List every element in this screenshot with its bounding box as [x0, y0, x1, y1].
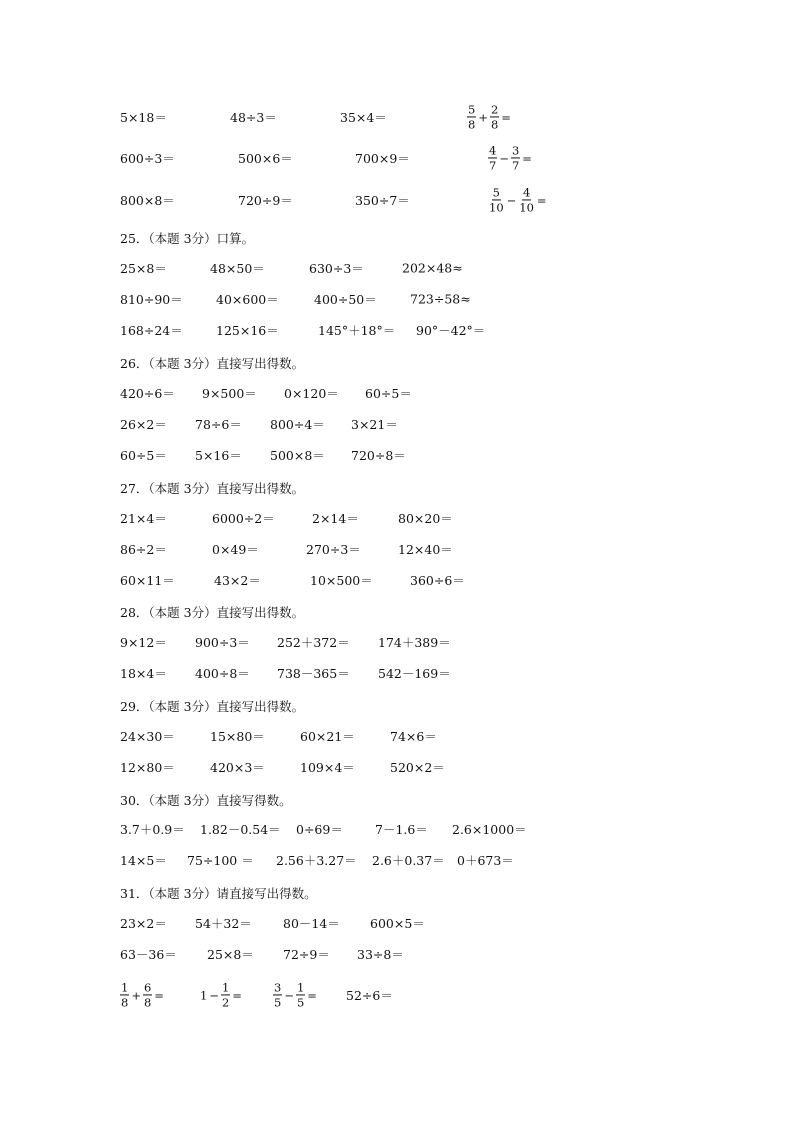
fraction-expression: $\frac{1}{8}$ + $\frac{6}{8}$ = — [121, 980, 164, 1010]
calc-item: 23×2＝ — [120, 916, 167, 931]
calc-item: 60×11＝ — [120, 573, 175, 588]
calc-item: 542－169＝ — [378, 666, 451, 681]
calc-item: 600×5＝ — [370, 916, 425, 931]
calc-item: 3.7＋0.9＝ — [120, 822, 185, 837]
calc-item: 2.6＋0.37＝ — [372, 853, 445, 868]
fraction: $\frac{3}{5}$ — [274, 980, 282, 1010]
calc-row — [0, 940, 794, 968]
calc-item: 24×30＝ — [120, 729, 175, 744]
calc-item: 9×500＝ — [202, 386, 257, 401]
calc-item: 723÷58≈ — [410, 291, 471, 307]
question-heading: 26．（本题 3分）直接写出得数。 — [120, 356, 305, 371]
calc-item: 18×4＝ — [120, 666, 167, 681]
fraction: $\frac{2}{8}$ — [490, 102, 499, 132]
calc-item: 109×4＝ — [300, 760, 355, 775]
calc-item: 26×2＝ — [120, 417, 167, 432]
calc-item: 720÷8＝ — [351, 448, 406, 463]
calc-row — [0, 659, 794, 687]
fraction: $\frac{6}{8}$ — [143, 980, 152, 1010]
calc-row — [0, 566, 794, 594]
calc-item: 360÷6＝ — [410, 573, 465, 588]
calc-row — [0, 103, 794, 131]
calc-row — [0, 285, 794, 313]
calc-item: 350÷7＝ — [355, 193, 410, 208]
calc-item: 6000÷2＝ — [212, 511, 275, 526]
question-heading: 30．（本题 3分）直接写得数。 — [120, 793, 292, 808]
calc-item: 900÷3＝ — [195, 635, 250, 650]
fraction-expression: $\frac{4}{7}$ − $\frac{3}{7}$ = — [489, 143, 532, 173]
calc-item: 52÷6＝ — [346, 988, 393, 1003]
calc-item: 700×9＝ — [355, 151, 410, 166]
calc-item: 63－36＝ — [120, 947, 177, 962]
fraction-expression: $\frac{3}{5}$ − $\frac{1}{5}$ = — [274, 980, 317, 1010]
calc-item: 3×21＝ — [351, 417, 398, 432]
fraction: $\frac{3}{7}$ — [511, 143, 520, 173]
calc-item: 9×12＝ — [120, 635, 167, 650]
question-heading: 29．（本题 3分）直接写出得数。 — [120, 699, 305, 714]
calc-item: 600÷3＝ — [120, 151, 175, 166]
calc-item: 500×6＝ — [238, 151, 293, 166]
calc-row — [0, 535, 794, 563]
fraction-expression: $\frac{5}{8}$ + $\frac{2}{8}$ = — [468, 102, 511, 132]
calc-item: 60÷5＝ — [365, 386, 412, 401]
calc-item: 60×21＝ — [300, 729, 355, 744]
calc-row — [0, 441, 794, 469]
calc-item: 500×8＝ — [270, 448, 325, 463]
calc-item: 630÷3＝ — [309, 261, 364, 276]
calc-item: 810÷90＝ — [120, 292, 183, 307]
calc-item: 72÷9＝ — [283, 947, 330, 962]
calc-item: 25×8＝ — [207, 947, 254, 962]
calc-item: 15×80＝ — [210, 729, 265, 744]
calc-item: 0×120＝ — [284, 386, 339, 401]
calc-item: 43×2＝ — [214, 573, 261, 588]
calc-item: 738－365＝ — [277, 666, 350, 681]
calc-item: 12×40＝ — [398, 542, 453, 557]
calc-item: 270÷3＝ — [306, 542, 361, 557]
fraction: $\frac{1}{8}$ — [121, 980, 129, 1010]
calc-item: 2.6×1000＝ — [452, 822, 527, 837]
question-heading: 27．（本题 3分）直接写出得数。 — [120, 481, 305, 496]
calc-item: 54＋32＝ — [195, 916, 252, 931]
calc-item: 0＋673＝ — [457, 853, 514, 868]
calc-row — [0, 410, 794, 438]
calc-item: 14×5＝ — [120, 853, 167, 868]
calc-item: 0×49＝ — [212, 542, 259, 557]
fraction: $\frac{5}{10}$ — [489, 185, 504, 215]
calc-item: 80－14＝ — [283, 916, 340, 931]
calc-row — [0, 846, 794, 874]
fraction: $\frac{1}{5}$ — [296, 980, 305, 1010]
calc-item: 25×8＝ — [120, 261, 167, 276]
calc-item: 35×4＝ — [340, 110, 387, 125]
calc-item: 800÷4＝ — [270, 417, 325, 432]
calc-item: 48÷3＝ — [230, 110, 277, 125]
fraction: $\frac{4}{10}$ — [519, 185, 534, 215]
calc-item: 125×16＝ — [216, 323, 279, 338]
calc-item: 2×14＝ — [312, 511, 359, 526]
calc-item: 145°＋18°＝ — [318, 323, 396, 338]
fraction-row — [0, 978, 794, 1012]
fraction: $\frac{1}{2}$ — [221, 980, 230, 1010]
calc-item: 800×8＝ — [120, 193, 175, 208]
calc-row — [0, 254, 794, 282]
calc-item: 0÷69＝ — [296, 822, 343, 837]
calc-item: 7－1.6＝ — [375, 822, 428, 837]
calc-row — [0, 753, 794, 781]
calc-item: 5×16＝ — [195, 448, 242, 463]
calc-item: 90°－42°＝ — [416, 323, 486, 338]
fraction: $\frac{5}{8}$ — [468, 102, 476, 132]
calc-item: 168÷24＝ — [120, 323, 183, 338]
calc-item: 420×3＝ — [210, 760, 265, 775]
calc-item: 5×18＝ — [120, 110, 167, 125]
calc-item: 174＋389＝ — [378, 635, 451, 650]
calc-item: 520×2＝ — [390, 760, 445, 775]
calc-item: 60÷5＝ — [120, 448, 167, 463]
calc-item: 40×600＝ — [216, 292, 279, 307]
calc-row — [0, 722, 794, 750]
calc-item: 86÷2＝ — [120, 542, 167, 557]
calc-item: 720÷9＝ — [238, 193, 293, 208]
calc-item: 400÷50＝ — [314, 292, 377, 307]
question-heading: 31．（本题 3分）请直接写出得数。 — [120, 886, 317, 901]
question-heading: 25．（本题 3分）口算。 — [120, 231, 255, 246]
calc-row — [0, 504, 794, 532]
calc-item: 400÷8＝ — [195, 666, 250, 681]
calc-item: 33÷8＝ — [357, 947, 404, 962]
fraction-expression: 1 − $\frac{1}{2}$ = — [200, 980, 242, 1010]
fraction-expression: $\frac{5}{10}$ − $\frac{4}{10}$ = — [489, 185, 547, 215]
calc-row — [0, 144, 794, 172]
calc-item: 21×4＝ — [120, 511, 167, 526]
calc-item: 252＋372＝ — [277, 635, 350, 650]
calc-row — [0, 628, 794, 656]
calc-item: 48×50＝ — [210, 261, 265, 276]
fraction: $\frac{4}{7}$ — [489, 143, 497, 173]
calc-item: 78÷6＝ — [195, 417, 242, 432]
calc-item: 12×80＝ — [120, 760, 175, 775]
calc-item: 420÷6＝ — [120, 386, 175, 401]
calc-item: 1.82－0.54＝ — [200, 822, 281, 837]
question-heading: 28．（本题 3分）直接写出得数。 — [120, 605, 305, 620]
calc-item: 75÷100 ＝ — [187, 853, 254, 868]
calc-item: 202×48≈ — [402, 260, 463, 276]
calc-row — [0, 379, 794, 407]
calc-row — [0, 815, 794, 843]
calc-item: 74×6＝ — [390, 729, 437, 744]
calc-item: 2.56＋3.27＝ — [276, 853, 357, 868]
calc-item: 80×20＝ — [398, 511, 453, 526]
calc-row — [0, 186, 794, 214]
calc-row — [0, 316, 794, 344]
calc-row — [0, 909, 794, 937]
calc-item: 10×500＝ — [310, 573, 373, 588]
